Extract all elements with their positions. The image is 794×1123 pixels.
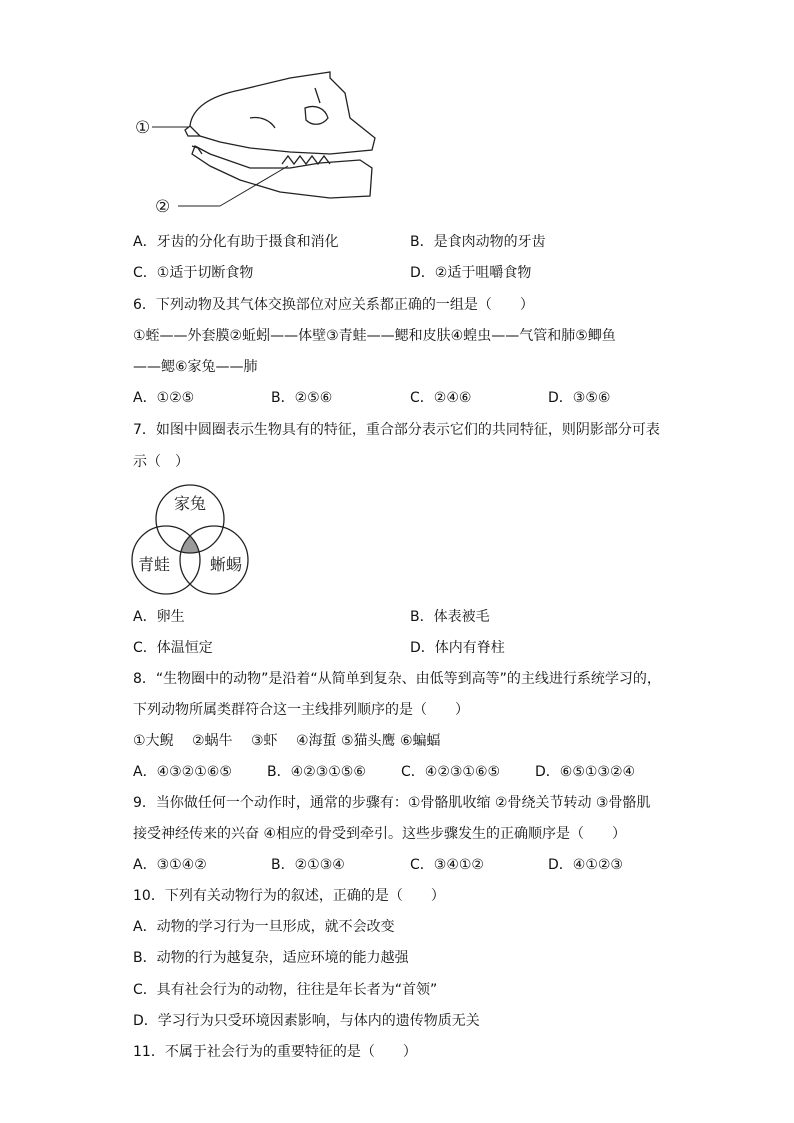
q10-option-a: A．动物的学习行为一旦形成，就不会改变 [133, 919, 395, 935]
venn-diagram [130, 482, 250, 602]
q7-stem-1: 7．如图中圆圈表示生物具有的特征，重合部分表示它们的共同特征，则阴影部分可表 [133, 422, 660, 438]
q10-option-d: D．学习行为只受环境因素影响，与体内的遗传物质无关 [133, 1013, 480, 1029]
q6-stem: 6．下列动物及其气体交换部位对应关系都正确的一组是（ ） [133, 297, 534, 313]
q8-option-c: C．④②③①⑥⑤ [401, 764, 501, 780]
q9-option-a: A．③①④② [133, 857, 207, 873]
figure-label-2: ② [155, 197, 171, 217]
q5-option-d: D．②适于咀嚼食物 [410, 265, 532, 281]
q10-stem: 10．下列有关动物行为的叙述，正确的是（ ） [133, 888, 445, 904]
q9-option-c: C．③④①② [410, 857, 484, 873]
q5-option-a: A．牙齿的分化有助于摄食和消化 [133, 234, 339, 250]
q8-stem-2: 下列动物所属类群符合这一主线排列顺序的是（ ） [133, 702, 469, 718]
venn-label-right: 蜥蜴 [209, 555, 243, 574]
q9-stem-1: 9．当你做任何一个动作时，通常的步骤有：①骨骼肌收缩 ②骨绕关节转动 ③骨骼肌 [133, 795, 651, 811]
figure-label-1: ① [135, 118, 151, 138]
q8-items: ①大鲵 ②蜗牛 ③虾 ④海蜇 ⑤猫头鹰 ⑥蝙蝠 [133, 733, 441, 749]
q5-option-c: C．①适于切断食物 [133, 265, 254, 281]
q9-stem-2: 接受神经传来的兴奋 ④相应的骨受到牵引。这些步骤发生的正确顺序是（ ） [133, 826, 626, 842]
q6-option-b: B．②⑤⑥ [271, 390, 333, 406]
venn-label-top: 家兔 [173, 494, 207, 513]
q9-option-b: B．②①③④ [271, 857, 345, 873]
q8-option-b: B．④②③①⑤⑥ [267, 764, 366, 780]
q9-option-d: D．④①②③ [548, 857, 623, 873]
q10-option-c: C．具有社会行为的动物，往往是年长者为“首领” [133, 982, 438, 998]
q8-option-d: D．⑥⑤①③②④ [535, 764, 636, 780]
q10-option-b: B．动物的行为越复杂，适应环境的能力越强 [133, 950, 409, 966]
venn-label-left: 青蛙 [137, 555, 171, 574]
skull-teeth-figure [130, 68, 380, 218]
q7-option-c: C．体温恒定 [133, 640, 213, 656]
q8-stem-1: 8．“生物圈中的动物”是沿着“从简单到复杂、由低等到高等”的主线进行系统学习的， [133, 671, 661, 687]
q6-option-a: A．①②⑤ [133, 390, 195, 406]
q7-option-d: D．体内有脊柱 [410, 640, 505, 656]
q6-option-c: C．②④⑥ [410, 390, 472, 406]
q8-option-a: A．④③②①⑥⑤ [133, 764, 232, 780]
q7-option-b: B．体表被毛 [410, 609, 490, 625]
q6-line2: ——鳃⑥家兔——肺 [133, 359, 258, 375]
q6-option-d: D．③⑤⑥ [548, 390, 611, 406]
q5-option-b: B．是食肉动物的牙齿 [410, 234, 546, 250]
q7-stem-2: 示（ ） [133, 454, 189, 470]
q6-line1: ①蛭——外套膜②蚯蚓——体壁③青蛙——鳃和皮肤④蝗虫——气管和肺⑤鲫鱼 [133, 328, 616, 344]
q11-stem: 11．不属于社会行为的重要特征的是（ ） [133, 1044, 417, 1060]
q7-option-a: A．卵生 [133, 609, 185, 625]
